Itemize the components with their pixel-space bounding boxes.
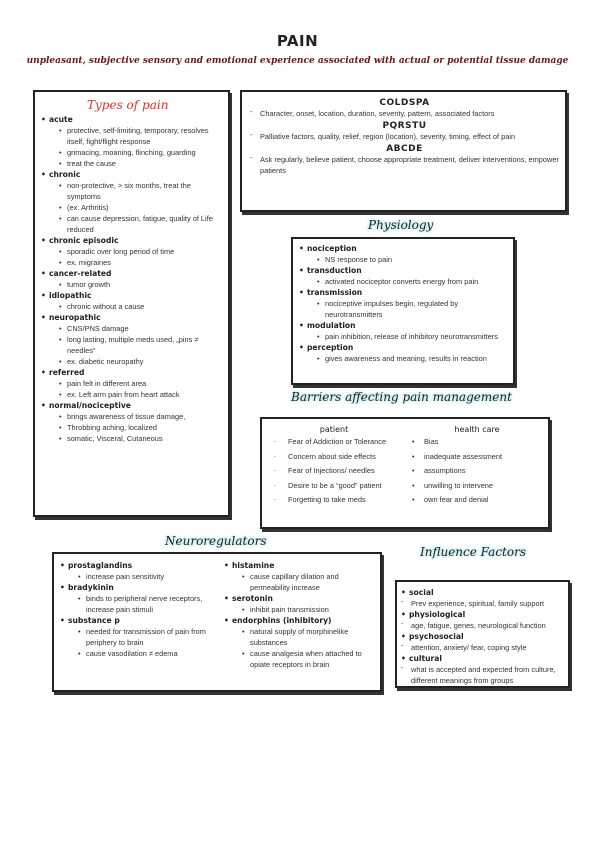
assessment-line: - Ask regularly, believe patient, choose appropriate treatment, deliver interventions, empower patients [250,154,559,176]
physiology-title: Physiology [368,218,434,232]
sub-item: • binds to peripheral nerve receptors, increase pain stimuli [78,593,220,615]
item-label: endorphins (inhibitory) [232,616,332,625]
neuroregulators-box [52,552,382,692]
sub-list [307,276,509,287]
list-item [299,243,509,265]
barrier-hc-item: • assumptions [412,464,542,479]
sub-item: • protective, self-limiting, temporary, resolves itself, fight/flight response [59,125,224,147]
list-item [224,615,379,670]
sub-list [49,180,224,235]
sub-item: • non-protective, > six months, treat the symptoms [59,180,224,202]
barrier-patient-item: . Desire to be a “good” patient [274,479,394,494]
types-list-container [41,114,224,444]
barrier-patient-item: . Fear of Injections/ needles [274,464,394,479]
item-label: chronic episodic [49,236,119,245]
barriers-hc-col [412,425,542,508]
sub-item: • Throbbing aching, localized [59,422,224,433]
list-item [41,169,224,235]
influence-label: • cultural [401,653,564,664]
influence-title: Influence Factors [420,545,526,559]
types-of-pain-title: Types of pain [87,98,169,112]
sub-list [307,254,509,265]
list-item [299,320,509,342]
item-label: normal/nociceptive [49,401,131,410]
item-label: bradykinin [68,583,114,592]
list-item [224,560,379,593]
types-list [41,114,224,444]
physiology-list [299,243,509,364]
sub-item: • tumor growth [59,279,224,290]
sub-list [232,604,379,615]
sub-list [232,571,379,593]
barrier-patient-item: . Concern about side effects [274,450,394,465]
sub-item: • somatic, Visceral, Cutaneous [59,433,224,444]
list-item [41,268,224,290]
sub-list [68,571,220,582]
sub-item: • gives awareness and meaning, results in reaction [317,353,509,364]
sub-list [232,626,379,670]
physiology-list-container [299,243,509,364]
barriers-patient-head: patient [319,425,349,434]
sub-list [307,298,509,320]
influence-item [401,653,564,664]
influence-item [401,587,564,598]
assessment-heading: PQRSTU [382,121,427,131]
barriers-title: Barriers affecting pain management [291,390,512,404]
physiology-box [291,237,515,385]
list-item [299,342,509,364]
list-item [41,235,224,268]
item-label: transmission [307,288,363,297]
sub-list [68,626,220,659]
influence-label: • social [401,587,564,598]
sub-item: • needed for transmission of pain from periphery to brain [78,626,220,648]
barriers-hc-list [412,435,542,508]
influence-line: - age, fatigue, genes, neurological function [401,620,564,631]
list-item [299,265,509,287]
list-item [41,367,224,400]
list-item [60,615,220,659]
neuro-left-list [60,560,220,659]
sub-item: • long lasting, multiple meds used, „pins ≠ needles“ [59,334,224,356]
sub-item: • pain felt in different area [59,378,224,389]
influence-item [401,609,564,620]
item-label: transduction [307,266,362,275]
barrier-hc-item: • own fear and denial [412,493,542,508]
item-label: chronic [49,170,81,179]
item-label: cancer-related [49,269,112,278]
item-label: substance p [68,616,120,625]
item-label: perception [307,343,354,352]
item-label: nociception [307,244,357,253]
sub-list [49,323,224,367]
sub-item: • can cause depression, fatigue, quality of Life reduced [59,213,224,235]
sub-item: • ex. diabetic neuropathy [59,356,224,367]
assessment-line: - Character, onset, location, duration, severity, pattern, associated factors [250,108,559,119]
item-label: idiopathic [49,291,92,300]
list-item [41,290,224,312]
sub-list [49,125,224,169]
barrier-hc-item: • Bias [412,435,542,450]
barrier-hc-item: • inadequate assessment [412,450,542,465]
influence-label: • psychosocial [401,631,564,642]
sub-item: • sporadic over long period of time [59,246,224,257]
item-label: modulation [307,321,356,330]
item-label: prostaglandins [68,561,133,570]
list-item [60,582,220,615]
barriers-patient-col [274,425,394,508]
sub-item: • cause capillary dilation and permeability increase [242,571,379,593]
types-of-pain-box [33,90,230,517]
sub-item: • grimacing, moaning, flinching, guarding [59,147,224,158]
list-item [299,287,509,320]
sub-item: • nociceptive impulses begin, regulated by neurotransmitters [317,298,509,320]
assessment-content [250,98,559,178]
barrier-patient-item: . Forgetting to take meds [274,493,394,508]
sub-list [49,279,224,290]
influence-label: • physiological [401,609,564,620]
sub-list [49,378,224,400]
neuro-right-col [224,560,379,670]
sub-list [49,246,224,268]
sub-list [307,331,509,342]
sub-item: • ex. migraines [59,257,224,268]
influence-item [401,631,564,642]
sub-item: • NS response to pain [317,254,509,265]
sub-item: • cause vasodilation ≠ edema [78,648,220,659]
influence-line: - what is accepted and expected from culture, different meanings from groups [401,664,564,686]
sub-item: • pain inhibition, release of inhibitory neurotransmitters [317,331,509,342]
influence-box [395,580,570,688]
barrier-hc-item: • unwilling to intervene [412,479,542,494]
barriers-patient-list [274,435,394,508]
influence-line: - attention, anxiety/ fear, coping style [401,642,564,653]
item-label: histamine [232,561,275,570]
barrier-patient-item: . Fear of Addiction or Tolerance [274,435,394,450]
sub-list [49,411,224,444]
list-item [41,312,224,367]
sub-item: • treat the cause [59,158,224,169]
sub-item: • CNS/PNS damage [59,323,224,334]
sub-item: • ex. Left arm pain from heart attack [59,389,224,400]
neuro-left-col [60,560,220,659]
list-item [224,593,379,615]
barriers-hc-head: health care [454,425,500,434]
sub-item: • increase pain sensitivity [78,571,220,582]
neuroregulators-title: Neuroregulators [165,534,267,548]
assessment-box [240,90,567,212]
sub-list [68,593,220,615]
barriers-box [260,417,550,529]
item-label: acute [49,115,73,124]
assessment-heading: ABCDE [386,144,423,154]
list-item [41,114,224,169]
list-item [60,560,220,582]
sub-item: • inhibit pain transmission [242,604,379,615]
influence-line: - Prev experience, spiritual, family support [401,598,564,609]
list-item [41,400,224,444]
assessment-heading: COLDSPA [379,98,430,108]
sub-item: • cause analgesia when attached to opiate receptors in brain [242,648,379,670]
assessment-line: - Palliative factors, quality, relief, region (location), severity, timing, effect of pain [250,131,559,142]
sub-item: • (ex. Arthritis) [59,202,224,213]
page-title: PAIN [276,32,319,50]
item-label: neuropathic [49,313,101,322]
sub-item: • activated nociceptor converts energy from pain [317,276,509,287]
sub-item: • natural supply of morphinelike substances [242,626,379,648]
neuro-right-list [224,560,379,670]
page-subtitle: unpleasant, subjective sensory and emotional experience associated with actual or potential tissue damage [26,56,569,66]
item-label: serotonin [232,594,273,603]
sub-item: • chronic without a cause [59,301,224,312]
item-label: referred [49,368,85,377]
sub-list [307,353,509,364]
sub-list [49,301,224,312]
influence-list [401,587,564,686]
sub-item: • brings awareness of tissue damage, [59,411,224,422]
